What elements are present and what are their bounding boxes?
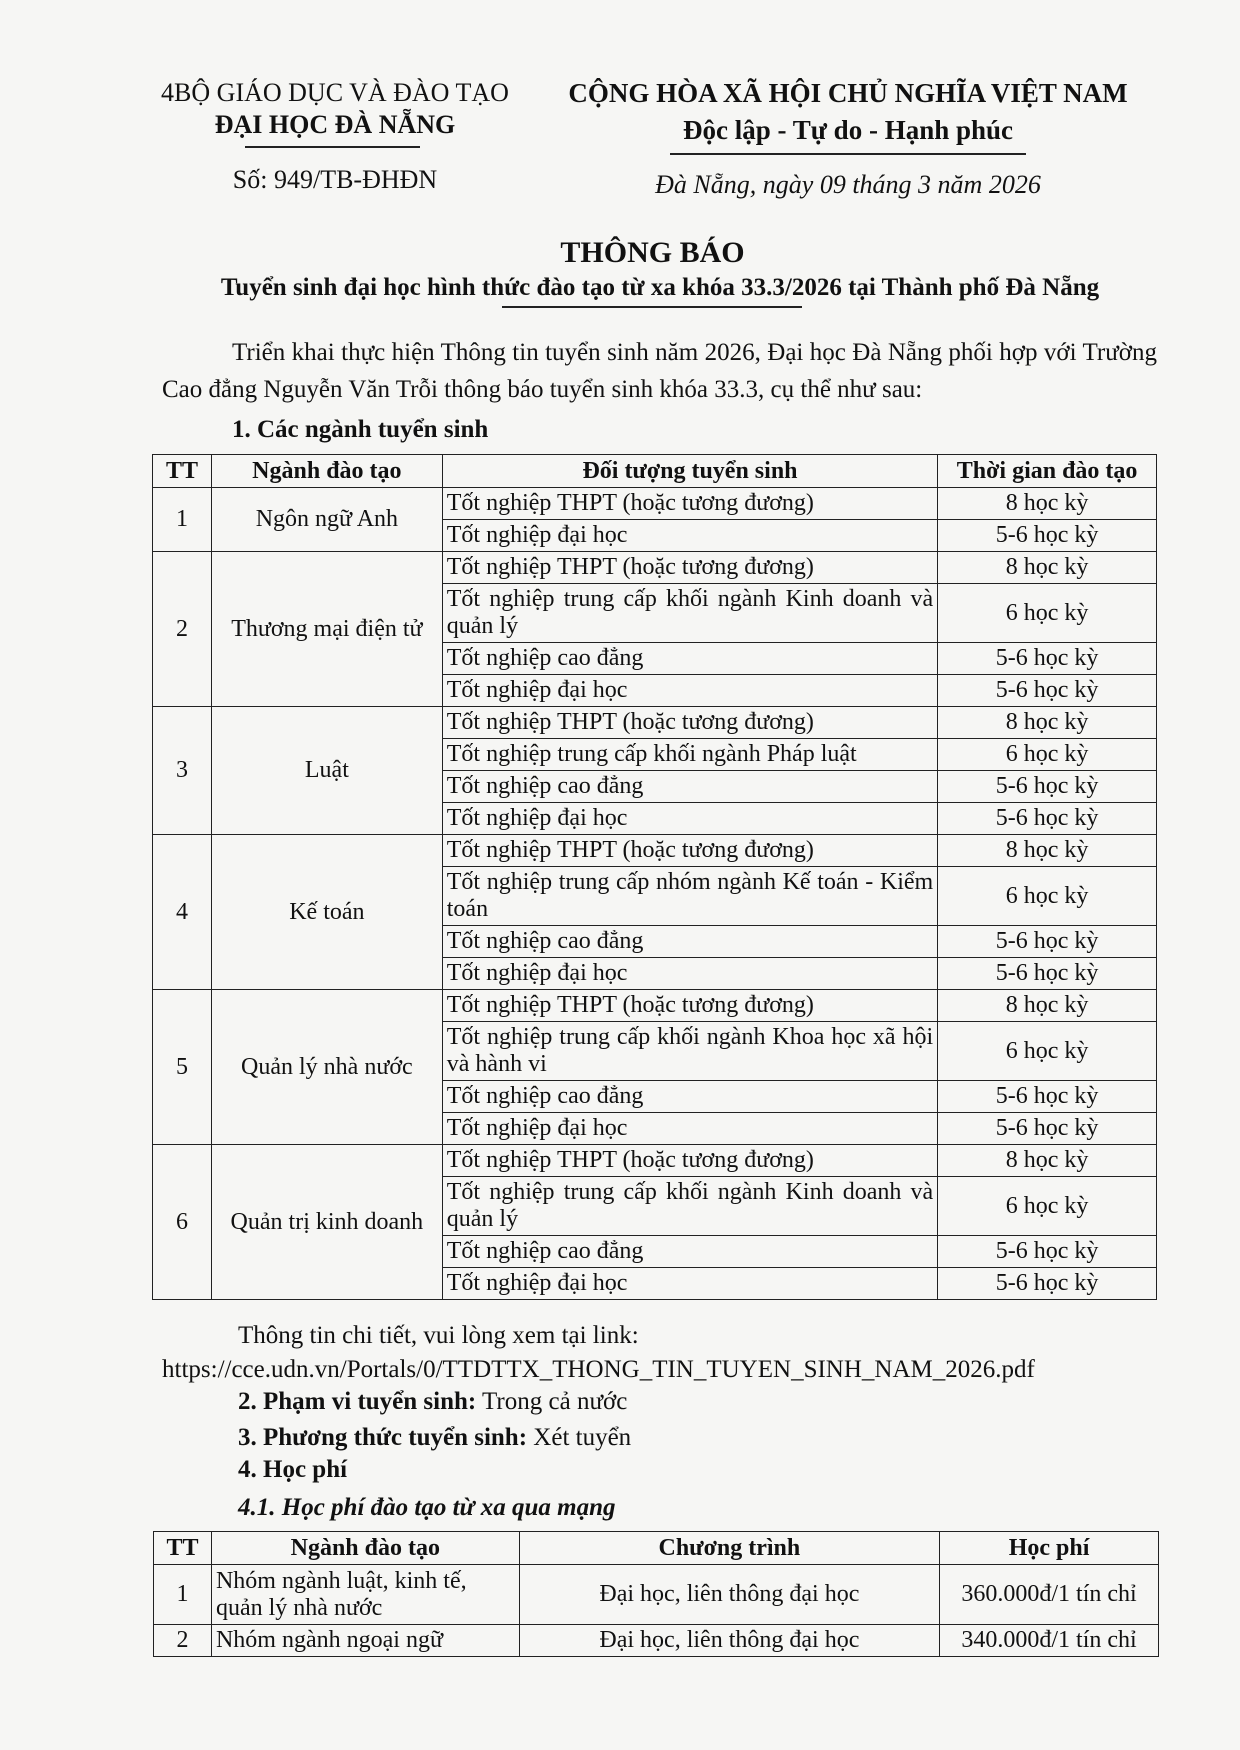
- row-target: Tốt nghiệp THPT (hoặc tương đương): [442, 990, 937, 1022]
- row-target: Tốt nghiệp trung cấp khối ngành Pháp luật: [442, 739, 937, 771]
- table-row: [154, 1625, 1159, 1657]
- row-duration: 5-6 học kỳ: [938, 1236, 1157, 1268]
- row-duration: 8 học kỳ: [938, 835, 1157, 867]
- document-date: Đà Nẵng, ngày 09 tháng 3 năm 2026: [655, 170, 1041, 199]
- header-program: Chương trình: [519, 1532, 940, 1565]
- row-duration: 8 học kỳ: [938, 1145, 1157, 1177]
- row-duration: 5-6 học kỳ: [938, 520, 1157, 552]
- row-fee: 360.000đ/1 tín chỉ: [940, 1565, 1159, 1625]
- row-target: Tốt nghiệp THPT (hoặc tương đương): [442, 552, 937, 584]
- row-target: Tốt nghiệp THPT (hoặc tương đương): [442, 488, 937, 520]
- row-target: Tốt nghiệp đại học: [442, 520, 937, 552]
- row-duration: 8 học kỳ: [938, 707, 1157, 739]
- row-target: Tốt nghiệp cao đẳng: [442, 1081, 937, 1113]
- row-target: Tốt nghiệp THPT (hoặc tương đương): [442, 1145, 937, 1177]
- row-target: Tốt nghiệp trung cấp nhóm ngành Kế toán - Kiểm toán: [442, 867, 937, 926]
- majors-table: [152, 454, 1157, 1300]
- table-row: [154, 1565, 1159, 1625]
- row-tt: 5: [153, 990, 212, 1145]
- row-duration: 5-6 học kỳ: [938, 926, 1157, 958]
- row-tt: 1: [154, 1565, 212, 1625]
- row-tt: 6: [153, 1145, 212, 1300]
- row-duration: 6 học kỳ: [938, 867, 1157, 926]
- row-target: Tốt nghiệp đại học: [442, 803, 937, 835]
- info-text: Thông tin chi tiết, vui lòng xem tại link:: [238, 1322, 639, 1349]
- university-name: ĐẠI HỌC ĐÀ NẴNG: [214, 110, 456, 139]
- divider: [502, 306, 802, 308]
- row-target: Tốt nghiệp đại học: [442, 675, 937, 707]
- row-major: Thương mại điện tử: [211, 552, 442, 707]
- section-4-heading: 4. Học phí: [238, 1456, 348, 1483]
- row-target: Tốt nghiệp đại học: [442, 1113, 937, 1145]
- row-duration: 8 học kỳ: [938, 488, 1157, 520]
- intro-paragraph: Triển khai thực hiện Thông tin tuyển sinh năm 2026, Đại học Đà Nẵng phối hợp với Trường Cao đẳng Nguyễn Văn Trỗi thông báo tuyển sinh khóa 33.3, cụ thể như sau:: [162, 339, 1157, 403]
- row-tt: 1: [153, 488, 212, 552]
- row-target: Tốt nghiệp cao đẳng: [442, 771, 937, 803]
- row-duration: 6 học kỳ: [938, 1022, 1157, 1081]
- row-tt: 2: [154, 1625, 212, 1657]
- table-row: [153, 707, 1157, 739]
- fees-table: [153, 1531, 1159, 1657]
- country-name: CỘNG HÒA XÃ HỘI CHỦ NGHĨA VIỆT NAM: [568, 78, 1128, 108]
- row-target: Tốt nghiệp cao đẳng: [442, 1236, 937, 1268]
- row-major: Nhóm ngành luật, kinh tế, quản lý nhà nước: [211, 1565, 519, 1625]
- document-title: THÔNG BÁO: [560, 236, 745, 269]
- row-target: Tốt nghiệp THPT (hoặc tương đương): [442, 835, 937, 867]
- row-duration: 5-6 học kỳ: [938, 1268, 1157, 1300]
- ministry-name: 4BỘ GIÁO DỤC VÀ ĐÀO TẠO: [161, 78, 509, 107]
- header-fee: Học phí: [940, 1532, 1159, 1565]
- row-target: Tốt nghiệp trung cấp khối ngành Khoa học xã hội và hành vi: [442, 1022, 937, 1081]
- section-3: [238, 1424, 631, 1452]
- row-tt: 3: [153, 707, 212, 835]
- section-2-value: Trong cả nước: [476, 1388, 628, 1415]
- row-major: Luật: [211, 707, 442, 835]
- row-duration: 6 học kỳ: [938, 739, 1157, 771]
- row-target: Tốt nghiệp trung cấp khối ngành Kinh doanh và quản lý: [442, 1177, 937, 1236]
- row-target: Tốt nghiệp đại học: [442, 958, 937, 990]
- row-target: Tốt nghiệp đại học: [442, 1268, 937, 1300]
- divider: [670, 153, 1026, 155]
- row-duration: 8 học kỳ: [938, 552, 1157, 584]
- header-tt: TT: [154, 1532, 212, 1565]
- row-major: Nhóm ngành ngoại ngữ: [211, 1625, 519, 1657]
- divider: [245, 146, 420, 148]
- section-2-label: 2. Phạm vi tuyển sinh:: [238, 1388, 477, 1415]
- row-tt: 4: [153, 835, 212, 990]
- row-duration: 5-6 học kỳ: [938, 958, 1157, 990]
- header-major: Ngành đào tạo: [211, 455, 442, 488]
- document-subtitle: Tuyển sinh đại học hình thức đào tạo từ xa khóa 33.3/2026 tại Thành phố Đà Nẵng: [220, 274, 1100, 301]
- row-target: Tốt nghiệp trung cấp khối ngành Kinh doanh và quản lý: [442, 584, 937, 643]
- table-row: [153, 488, 1157, 520]
- row-duration: 5-6 học kỳ: [938, 1113, 1157, 1145]
- header-tt: TT: [153, 455, 212, 488]
- row-duration: 5-6 học kỳ: [938, 771, 1157, 803]
- motto: Độc lập - Tự do - Hạnh phúc: [682, 115, 1014, 145]
- table-row: [153, 990, 1157, 1022]
- table-row: [153, 835, 1157, 867]
- section-2: [238, 1388, 627, 1416]
- header-duration: Thời gian đào tạo: [938, 455, 1157, 488]
- row-duration: 6 học kỳ: [938, 1177, 1157, 1236]
- row-duration: 5-6 học kỳ: [938, 675, 1157, 707]
- section-3-value: Xét tuyển: [527, 1424, 632, 1451]
- table-row: [153, 1145, 1157, 1177]
- row-target: Tốt nghiệp cao đẳng: [442, 643, 937, 675]
- table-header-row: [154, 1532, 1159, 1565]
- table-row: [153, 552, 1157, 584]
- row-duration: 5-6 học kỳ: [938, 803, 1157, 835]
- row-duration: 5-6 học kỳ: [938, 1081, 1157, 1113]
- row-tt: 2: [153, 552, 212, 707]
- section-3-label: 3. Phương thức tuyển sinh:: [238, 1424, 528, 1451]
- row-target: Tốt nghiệp cao đẳng: [442, 926, 937, 958]
- table-header-row: [153, 455, 1157, 488]
- row-duration: 8 học kỳ: [938, 990, 1157, 1022]
- row-duration: 6 học kỳ: [938, 584, 1157, 643]
- row-program: Đại học, liên thông đại học: [519, 1565, 940, 1625]
- header-target: Đối tượng tuyển sinh: [442, 455, 937, 488]
- row-major: Ngôn ngữ Anh: [211, 488, 442, 552]
- section-4-1-heading: 4.1. Học phí đào tạo từ xa qua mạng: [238, 1494, 616, 1521]
- row-major: Kế toán: [211, 835, 442, 990]
- row-major: Quản trị kinh doanh: [211, 1145, 442, 1300]
- section-1-heading: 1. Các ngành tuyển sinh: [232, 416, 489, 443]
- header-major: Ngành đào tạo: [211, 1532, 519, 1565]
- document-number: Số: 949/TB-ĐHĐN: [232, 165, 438, 194]
- row-target: Tốt nghiệp THPT (hoặc tương đương): [442, 707, 937, 739]
- row-fee: 340.000đ/1 tín chỉ: [940, 1625, 1159, 1657]
- row-major: Quản lý nhà nước: [211, 990, 442, 1145]
- row-program: Đại học, liên thông đại học: [519, 1625, 940, 1657]
- info-link[interactable]: https://cce.udn.vn/Portals/0/TTDTTX_THONG_TIN_TUYEN_SINH_NAM_2026.pdf: [162, 1356, 1035, 1383]
- row-duration: 5-6 học kỳ: [938, 643, 1157, 675]
